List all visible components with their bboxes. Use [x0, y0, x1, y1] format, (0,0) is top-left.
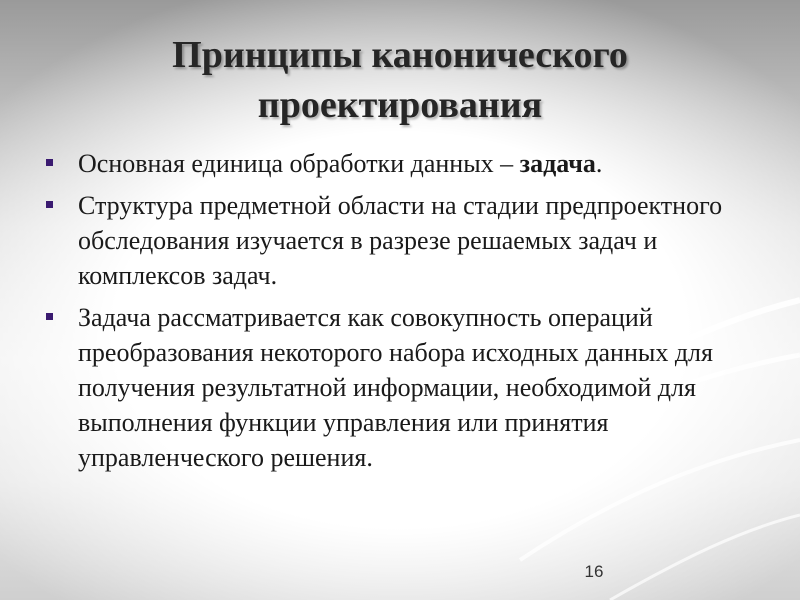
- bullet-text: Основная единица обработки данных –: [78, 149, 520, 178]
- bullet-list: [46, 146, 746, 482]
- bullet-text: Задача рассматривается как совокупность операций преобразования некоторого набора исходных данных для получения результатной информации, необходимой для выполнения функции управления или принятия управленческого решения.: [78, 303, 713, 472]
- title-line-2: проектирования: [257, 84, 543, 126]
- bullet-text: Структура предметной области на стадии предпроектного обследования изучается в разрезе решаемых задач и комплексов задач.: [78, 191, 723, 290]
- bullet-item: [46, 300, 746, 475]
- bullet-item: [46, 146, 746, 181]
- bullet-text-suffix: .: [595, 149, 603, 178]
- square-bullet-icon: [46, 159, 53, 166]
- title-line-1: Принципы канонического: [172, 34, 628, 76]
- bullet-bold-term: задача: [519, 149, 596, 178]
- page-number: 16: [584, 562, 604, 581]
- swoosh-curve: [610, 515, 800, 600]
- bullet-item: [46, 188, 746, 293]
- square-bullet-icon: [46, 201, 53, 208]
- square-bullet-icon: [46, 313, 53, 320]
- slide-title: [60, 30, 740, 130]
